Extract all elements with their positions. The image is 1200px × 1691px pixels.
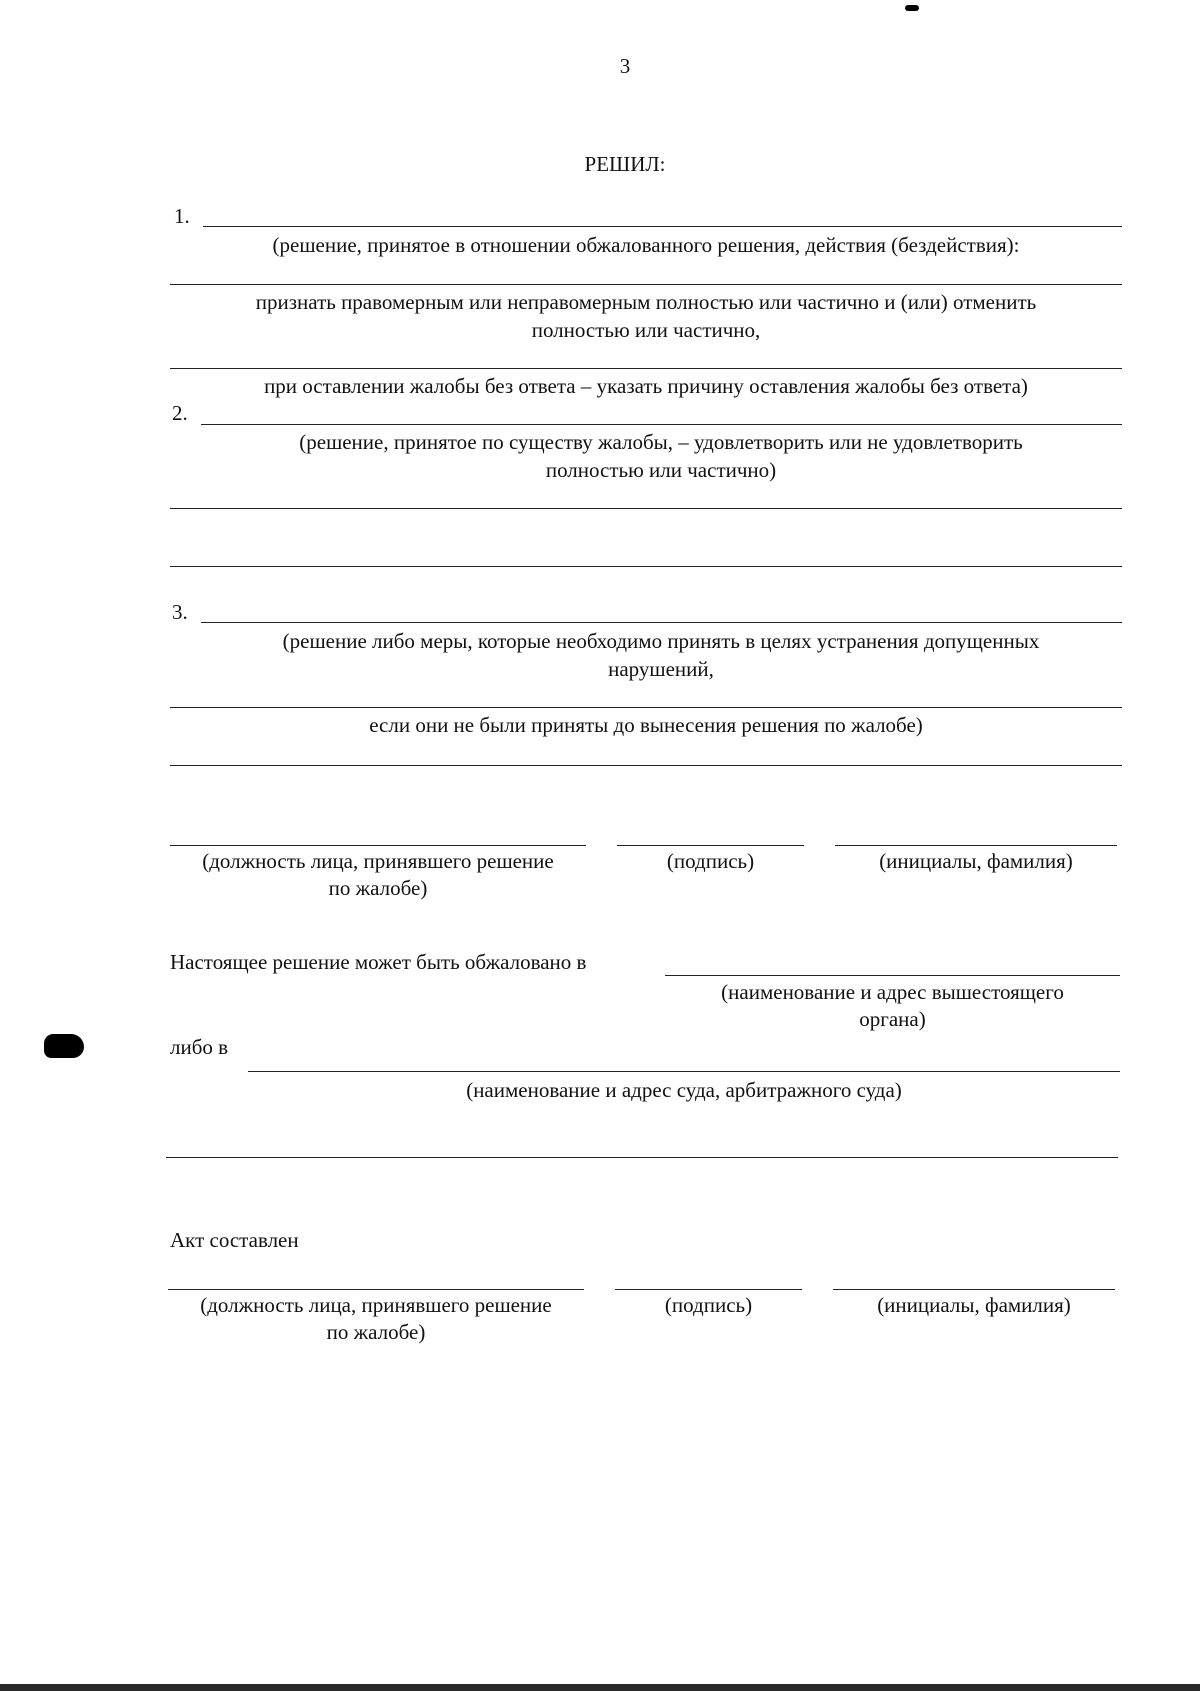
appeal-or-text: либо в xyxy=(170,1035,229,1059)
sig1-name-line xyxy=(835,845,1117,846)
scan-mark-top xyxy=(905,5,919,11)
sig1-signature-line xyxy=(617,845,804,846)
sig1-name-caption: (инициалы, фамилия) xyxy=(879,849,1073,873)
item-number-2: 2. xyxy=(172,401,188,425)
item1-fill-line-2 xyxy=(170,284,1122,285)
item-number-1: 1. xyxy=(174,204,190,228)
item1-caption-c: при оставлении жалобы без ответа – указать причину оставления жалобы без ответа) xyxy=(264,374,1028,398)
item2-caption-2: полностью или частично) xyxy=(545,458,777,482)
sig2-name-caption: (инициалы, фамилия) xyxy=(877,1293,1071,1317)
item-number-3: 3. xyxy=(172,600,188,624)
item1-fill-line-3 xyxy=(170,368,1122,369)
sig2-signature-line xyxy=(615,1289,802,1290)
item3-fill-line-2 xyxy=(170,707,1122,708)
sig2-position-caption: (должность лица, принявшего решение xyxy=(200,1293,552,1317)
item2-fill-line-2 xyxy=(170,508,1122,509)
appeal-higher-body-caption: (наименование и адрес вышестоящего xyxy=(721,980,1064,1004)
hole-punch-mark xyxy=(44,1034,84,1058)
item3-caption-1: (решение либо меры, которые необходимо принять в целях устранения допущенных xyxy=(282,629,1040,653)
sig1-position-caption-2: по жалобе) xyxy=(328,876,428,900)
item3-fill-line xyxy=(201,622,1122,623)
item1-caption-a: (решение, принятое в отношении обжалованного решения, действия (бездействия): xyxy=(272,233,1020,257)
page-number: 3 xyxy=(619,54,631,78)
appeal-higher-body-caption-2: органа) xyxy=(859,1007,926,1031)
decision-heading: РЕШИЛ: xyxy=(584,152,666,176)
appeal-court-line xyxy=(248,1071,1120,1072)
item2-fill-line-3 xyxy=(170,566,1122,567)
sig1-position-line xyxy=(170,845,586,846)
item3-fill-line-3 xyxy=(170,765,1122,766)
sig2-position-caption-2: по жалобе) xyxy=(326,1320,426,1344)
sig1-position-caption: (должность лица, принявшего решение xyxy=(202,849,554,873)
sig2-signature-caption: (подпись) xyxy=(664,1293,753,1317)
scan-bottom-edge xyxy=(0,1684,1200,1691)
item3-caption-3: если они не были приняты до вынесения решения по жалобе) xyxy=(369,713,923,737)
item3-caption-2: нарушений, xyxy=(608,657,714,681)
sig2-position-line xyxy=(168,1289,584,1290)
appeal-text: Настоящее решение может быть обжаловано в xyxy=(170,950,587,974)
appeal-higher-body-line xyxy=(665,975,1120,976)
appeal-court-line-2 xyxy=(166,1157,1118,1158)
item1-fill-line xyxy=(203,226,1122,227)
item2-fill-line xyxy=(201,424,1122,425)
sig2-name-line xyxy=(833,1289,1115,1290)
act-compiled-text: Акт составлен xyxy=(170,1228,299,1252)
appeal-court-caption: (наименование и адрес суда, арбитражного суда) xyxy=(466,1078,902,1102)
item2-caption-1: (решение, принятое по существу жалобы, – удовлетворить или не удовлетворить xyxy=(299,430,1023,454)
sig1-signature-caption: (подпись) xyxy=(666,849,755,873)
item1-caption-b1: признать правомерным или неправомерным полностью или частично и (или) отменить xyxy=(255,290,1037,314)
item1-caption-b2: полностью или частично, xyxy=(531,318,761,342)
